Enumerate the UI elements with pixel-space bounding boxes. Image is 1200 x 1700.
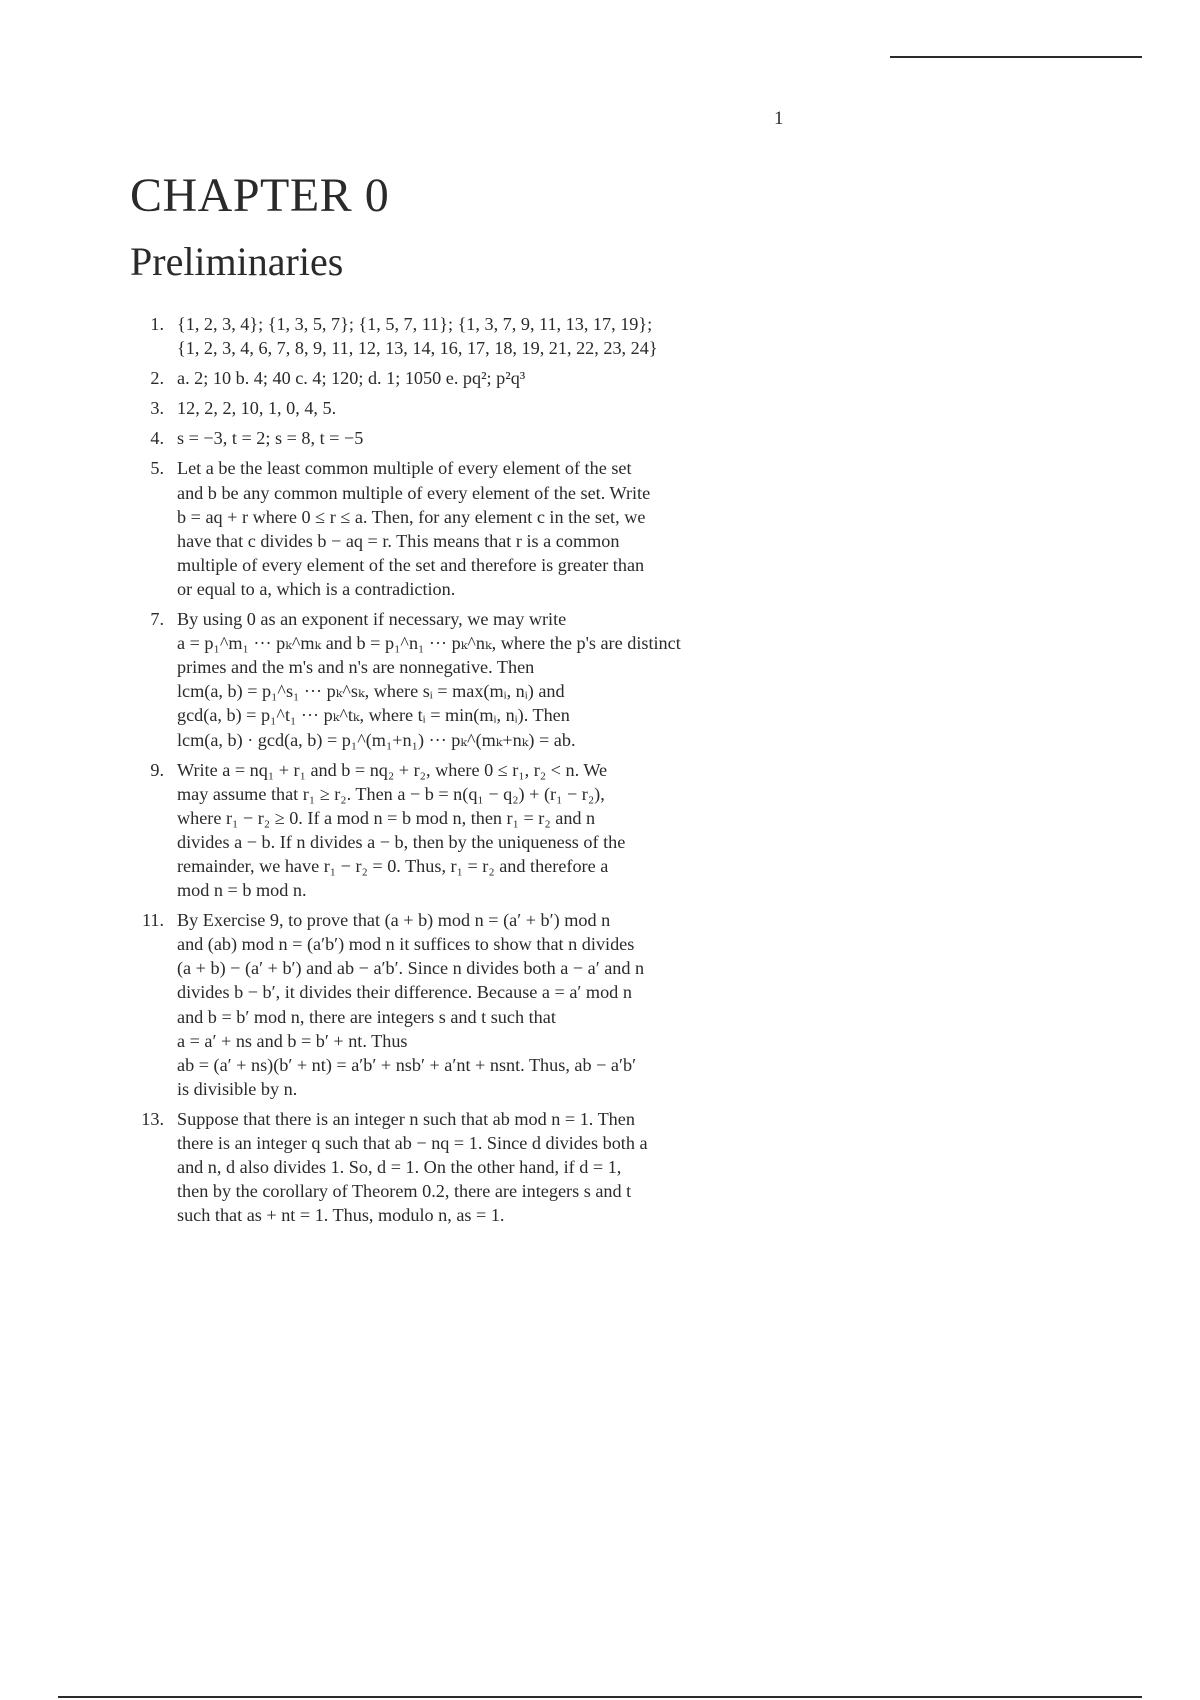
answer-number: 5. (150, 458, 164, 479)
answer-line: primes and the m's and n's are nonnegative. Then (177, 657, 535, 678)
answer-line: and b be any common multiple of every element of the set. Write (177, 482, 651, 503)
answer-text (177, 908, 764, 1101)
answer-text (177, 312, 764, 360)
answer-number: 11. (141, 910, 164, 931)
answer-line: divides b − b′, it divides their difference. Because a = a′ mod n (177, 982, 632, 1003)
answer-line: and (ab) mod n = (a′b′) mod n it suffices to show that n divides (177, 934, 635, 955)
answer-line: lcm(a, b) · gcd(a, b) = p₁^(m₁+n₁) ··· pₖ^(mₖ+nₖ) = ab. (177, 729, 576, 750)
answer-line: By using 0 as an exponent if necessary, we may write (177, 609, 567, 630)
answer-number: 7. (150, 609, 164, 630)
page-number: 1 (774, 108, 784, 129)
answer-line: {1, 2, 3, 4}; {1, 3, 5, 7}; {1, 5, 7, 11}; {1, 3, 7, 9, 11, 13, 17, 19}; (177, 314, 653, 334)
answer-line: then by the corollary of Theorem 0.2, there are integers s and t (177, 1181, 632, 1202)
answer-line: Suppose that there is an integer n such that ab mod n = 1. Then (177, 1108, 635, 1129)
answer-text (177, 396, 764, 420)
answer-line: have that c divides b − aq = r. This means that r is a common (177, 530, 620, 551)
answer-line: and n, d also divides 1. So, d = 1. On the other hand, if d = 1, (177, 1157, 622, 1178)
answer-item (130, 1107, 764, 1227)
answer-line: By Exercise 9, to prove that (a + b) mod n = (a′ + b′) mod n (177, 910, 611, 931)
answer-line: or equal to a, which is a contradiction. (177, 578, 456, 599)
answer-line: a = p₁^m₁ ··· pₖ^mₖ and b = p₁^n₁ ··· pₖ^nₖ, where the p's are distinct (177, 633, 681, 654)
answer-item (130, 366, 764, 390)
answer-line: a = a′ + ns and b = b′ + nt. Thus (177, 1030, 408, 1051)
answer-item (130, 396, 764, 420)
answer-line: Let a be the least common multiple of every element of the set (177, 458, 632, 479)
footer-rule (58, 1696, 1142, 1698)
answer-item (130, 607, 764, 752)
answer-line: b = aq + r where 0 ≤ r ≤ a. Then, for any element c in the set, we (177, 506, 646, 527)
answer-line: multiple of every element of the set and therefore is greater than (177, 554, 645, 575)
answer-line: is divisible by n. (177, 1078, 298, 1099)
answer-text (177, 607, 764, 752)
answer-line: divides a − b. If n divides a − b, then by the uniqueness of the (177, 831, 626, 852)
answer-line: (a + b) − (a′ + b′) and ab − a′b′. Since n divides both a − a′ and n (177, 958, 645, 979)
answer-text (177, 1107, 764, 1227)
answer-line: may assume that r₁ ≥ r₂. Then a − b = n(q₁ − q₂) + (r₁ − r₂), (177, 783, 605, 804)
answer-number: 2. (150, 368, 164, 389)
answer-line: lcm(a, b) = p₁^s₁ ··· pₖ^sₖ, where sᵢ = max(mᵢ, nᵢ) and (177, 681, 565, 702)
answer-item (130, 758, 764, 903)
chapter-title: CHAPTER 0 (130, 169, 390, 222)
header-rule (890, 56, 1142, 58)
answer-line: and b = b′ mod n, there are integers s and t such that (177, 1006, 556, 1027)
answer-text (177, 426, 764, 450)
answer-line: gcd(a, b) = p₁^t₁ ··· pₖ^tₖ, where tᵢ = min(mᵢ, nᵢ). Then (177, 705, 570, 726)
answer-line: Write a = nq₁ + r₁ and b = nq₂ + r₂, where 0 ≤ r₁, r₂ < n. We (177, 759, 608, 780)
answer-item (130, 908, 764, 1101)
answer-item (130, 456, 764, 601)
answer-item (130, 426, 764, 450)
answer-number: 13. (141, 1108, 164, 1129)
answer-number: 9. (150, 759, 164, 780)
answer-number: 3. (150, 398, 164, 419)
answer-line: there is an integer q such that ab − nq = 1. Since d divides both a (177, 1133, 648, 1153)
answer-line: ab = (a′ + ns)(b′ + nt) = a′b′ + nsb′ + a′nt + nsnt. Thus, ab − a′b′ (177, 1054, 637, 1075)
answer-line: remainder, we have r₁ − r₂ = 0. Thus, r₁ = r₂ and therefore a (177, 855, 609, 876)
answer-line: such that as + nt = 1. Thus, modulo n, as = 1. (177, 1205, 505, 1226)
answer-line: mod n = b mod n. (177, 880, 307, 901)
answer-text (177, 366, 764, 390)
answer-line: s = −3, t = 2; s = 8, t = −5 (177, 428, 364, 449)
answer-number: 1. (150, 314, 164, 334)
chapter-subtitle: Preliminaries (130, 239, 344, 284)
answer-list (130, 312, 764, 1233)
answer-text (177, 758, 764, 903)
answer-line: a. 2; 10 b. 4; 40 c. 4; 120; d. 1; 1050 e. pq²; p²q³ (177, 368, 526, 389)
answer-item (130, 312, 764, 360)
answer-text (177, 456, 764, 601)
answer-line: 12, 2, 2, 10, 1, 0, 4, 5. (177, 398, 337, 419)
answer-line: where r₁ − r₂ ≥ 0. If a mod n = b mod n, then r₁ = r₂ and n (177, 807, 596, 828)
answer-line: {1, 2, 3, 4, 6, 7, 8, 9, 11, 12, 13, 14, 16, 17, 18, 19, 21, 22, 23, 24} (177, 338, 658, 359)
answer-number: 4. (150, 428, 164, 449)
